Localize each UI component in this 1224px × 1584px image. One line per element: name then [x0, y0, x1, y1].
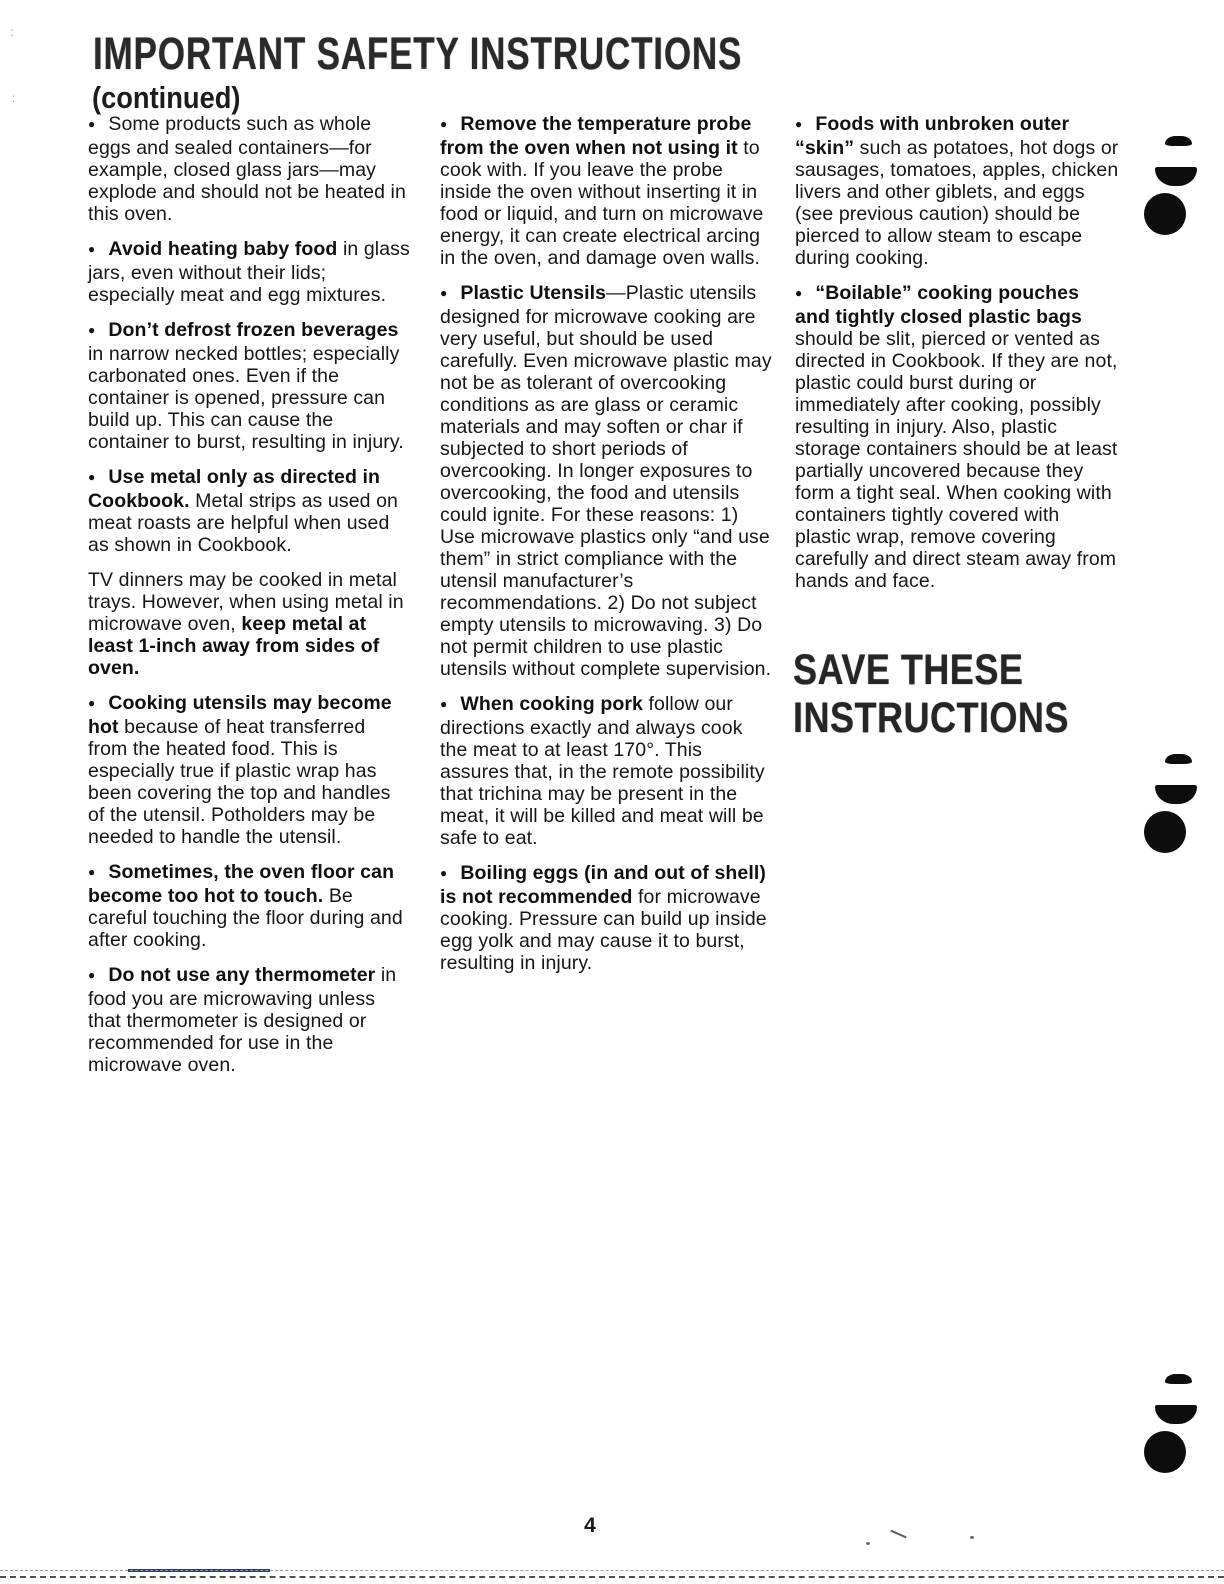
paragraph-text: Be careful touching the floor during and after cooking. [88, 885, 403, 951]
safety-paragraph [440, 113, 772, 269]
safety-paragraph [88, 238, 410, 306]
safety-paragraph [88, 964, 410, 1076]
scan-artifact: : [12, 91, 16, 105]
bottom-rule-dark [0, 1576, 1224, 1578]
paragraph-text: in glass jars, even without their lids; especially meat and egg mixtures. [88, 238, 410, 306]
bullet-icon: ● [88, 968, 96, 982]
page-title: IMPORTANT SAFETY INSTRUCTIONS [93, 28, 743, 79]
paragraph-text: follow our directions exactly and always cook the meat to at least 170°. This assures that, in the remote possibility that trichina may be present in the meat, it will be killed and meat will be safe to eat. [440, 693, 765, 849]
paragraph-lead-bold: “Boilable” cooking pouches and tightly closed plastic bags [795, 282, 1082, 328]
half-circle-icon [1155, 1405, 1197, 1424]
paragraph-text: in narrow necked bottles; especially carbonated ones. Even if the container is opened, pressure can build up. This can cause the container to burst, resulting in injury. [88, 343, 404, 453]
filled-circle-icon [1144, 193, 1186, 235]
paragraph-text: —Plastic utensils designed for microwave cooking are very useful, but should be used carefully. Even microwave plastic may not be as tolerant of overcooking conditions as are glass or ceramic materials and may soften or char if subjected to short periods of overcooking. In longer exposures to overcooking, the food and utensils could ignite. For these reasons: 1) Use microwave plastics only “and use them” in strict compliance with the utensil manufacturer’s recommendations. 2) Do not subject empty utensils to microwaving. 3) Do not permit children to use plastic utensils without complete supervision. [440, 282, 772, 680]
bullet-icon: ● [440, 697, 448, 711]
paragraph-lead-bold: keep metal at least 1-inch away from sides of oven. [88, 613, 380, 679]
crescent-icon [1165, 1374, 1192, 1384]
paragraph-lead-bold: Use metal only as directed in Cookbook. [88, 466, 381, 512]
bottom-rule-light [0, 1570, 1224, 1571]
paragraph-lead-bold: Remove the temperature probe from the oven when not using it [440, 113, 752, 159]
scan-artifact [866, 1542, 870, 1545]
half-circle-icon [1155, 785, 1197, 804]
bullet-icon: ● [88, 470, 96, 484]
paragraph-lead-bold: Sometimes, the oven floor can become too hot to touch. [88, 861, 395, 907]
binding-mark-group-bottom [1143, 1371, 1197, 1477]
paragraph-lead-bold: Plastic Utensils [460, 282, 607, 304]
scan-artifact [890, 1530, 906, 1539]
scan-artifact: : [10, 25, 14, 39]
paragraph-lead-bold: Cooking utensils may become hot [88, 692, 392, 738]
text-column-right [795, 113, 1119, 605]
paragraph-lead-bold: Don’t defrost frozen beverages [108, 319, 399, 341]
page-subtitle: (continued) [92, 80, 241, 115]
safety-paragraph [795, 282, 1119, 592]
binding-mark-group-top [1143, 133, 1197, 239]
save-instructions-line2: INSTRUCTIONS [793, 694, 1069, 742]
safety-paragraph [88, 319, 410, 453]
safety-paragraph [440, 862, 772, 974]
paragraph-text: to cook with. If you leave the probe inside the oven without inserting it in food or liquid, and turn on microwave energy, it can create electrical arcing in the oven, and damage oven walls. [440, 137, 764, 269]
safety-paragraph [440, 693, 772, 849]
paragraph-text: should be slit, pierced or vented as directed in Cookbook. If they are not, plastic could burst during or immediately after cooking, possibly resulting in injury. Also, plastic storage containers should be at least partially uncovered because they form a tight seal. When cooking with containers tightly covered with plastic wrap, remove covering carefully and direct steam away from hands and face. [795, 328, 1118, 592]
binding-mark-group-middle [1143, 751, 1197, 857]
bullet-icon: ● [440, 866, 448, 880]
bullet-icon: ● [440, 117, 448, 131]
paragraph-text: Some products such as whole eggs and sealed containers—for example, closed glass jars—may explode and should not be heated in this oven. [88, 113, 406, 225]
text-column-middle [440, 113, 772, 987]
paragraph-lead-bold: Foods with unbroken outer “skin” [795, 113, 1070, 159]
scan-artifact [970, 1536, 974, 1539]
crescent-icon [1165, 136, 1192, 146]
safety-paragraph [440, 282, 772, 680]
paragraph-text: because of heat transferred from the heated food. This is especially true if plastic wrap has been covering the top and handles of the utensil. Potholders may be needed to handle the utensil. [88, 716, 391, 848]
safety-paragraph [88, 466, 410, 556]
paragraph-text: for microwave cooking. Pressure can build up inside egg yolk and may cause it to burst, resulting in injury. [440, 886, 767, 974]
paragraph-lead-bold: Boiling eggs (in and out of shell) is not recommended [440, 862, 766, 908]
paragraph-text: Metal strips as used on meat roasts are helpful when used as shown in Cookbook. [88, 490, 398, 556]
safety-paragraph [88, 569, 410, 679]
paragraph-text: such as potatoes, hot dogs or sausages, tomatoes, apples, chicken livers and other giblets, and eggs (see previous caution) should be pierced to allow steam to escape during cooking. [795, 137, 1119, 269]
text-column-left [88, 113, 410, 1089]
half-circle-icon [1155, 167, 1197, 186]
bullet-icon: ● [795, 286, 803, 300]
safety-paragraph [795, 113, 1119, 269]
paragraph-lead-bold: When cooking pork [460, 693, 643, 715]
bullet-icon: ● [440, 286, 448, 300]
bullet-icon: ● [88, 117, 96, 131]
filled-circle-icon [1144, 1431, 1186, 1473]
bullet-icon: ● [88, 242, 96, 256]
safety-paragraph [88, 861, 410, 951]
crescent-icon [1165, 754, 1192, 764]
save-instructions-heading [793, 646, 1196, 742]
safety-paragraph [88, 692, 410, 848]
paragraph-lead-bold: Avoid heating baby food [108, 238, 338, 260]
save-instructions-line1: SAVE THESE [793, 646, 1024, 694]
filled-circle-icon [1144, 811, 1186, 853]
paragraph-lead-bold: Do not use any thermometer [108, 964, 376, 986]
page-number: 4 [584, 1514, 596, 1537]
bullet-icon: ● [88, 323, 96, 337]
bullet-icon: ● [88, 865, 96, 879]
paragraph-text: TV dinners may be cooked in metal trays. However, when using metal in microwave oven, [88, 569, 404, 635]
bullet-icon: ● [88, 696, 96, 710]
bullet-icon: ● [795, 117, 803, 131]
safety-paragraph [88, 113, 410, 225]
paragraph-text: in food you are microwaving unless that thermometer is designed or recommended for use in the microwave oven. [88, 964, 397, 1076]
